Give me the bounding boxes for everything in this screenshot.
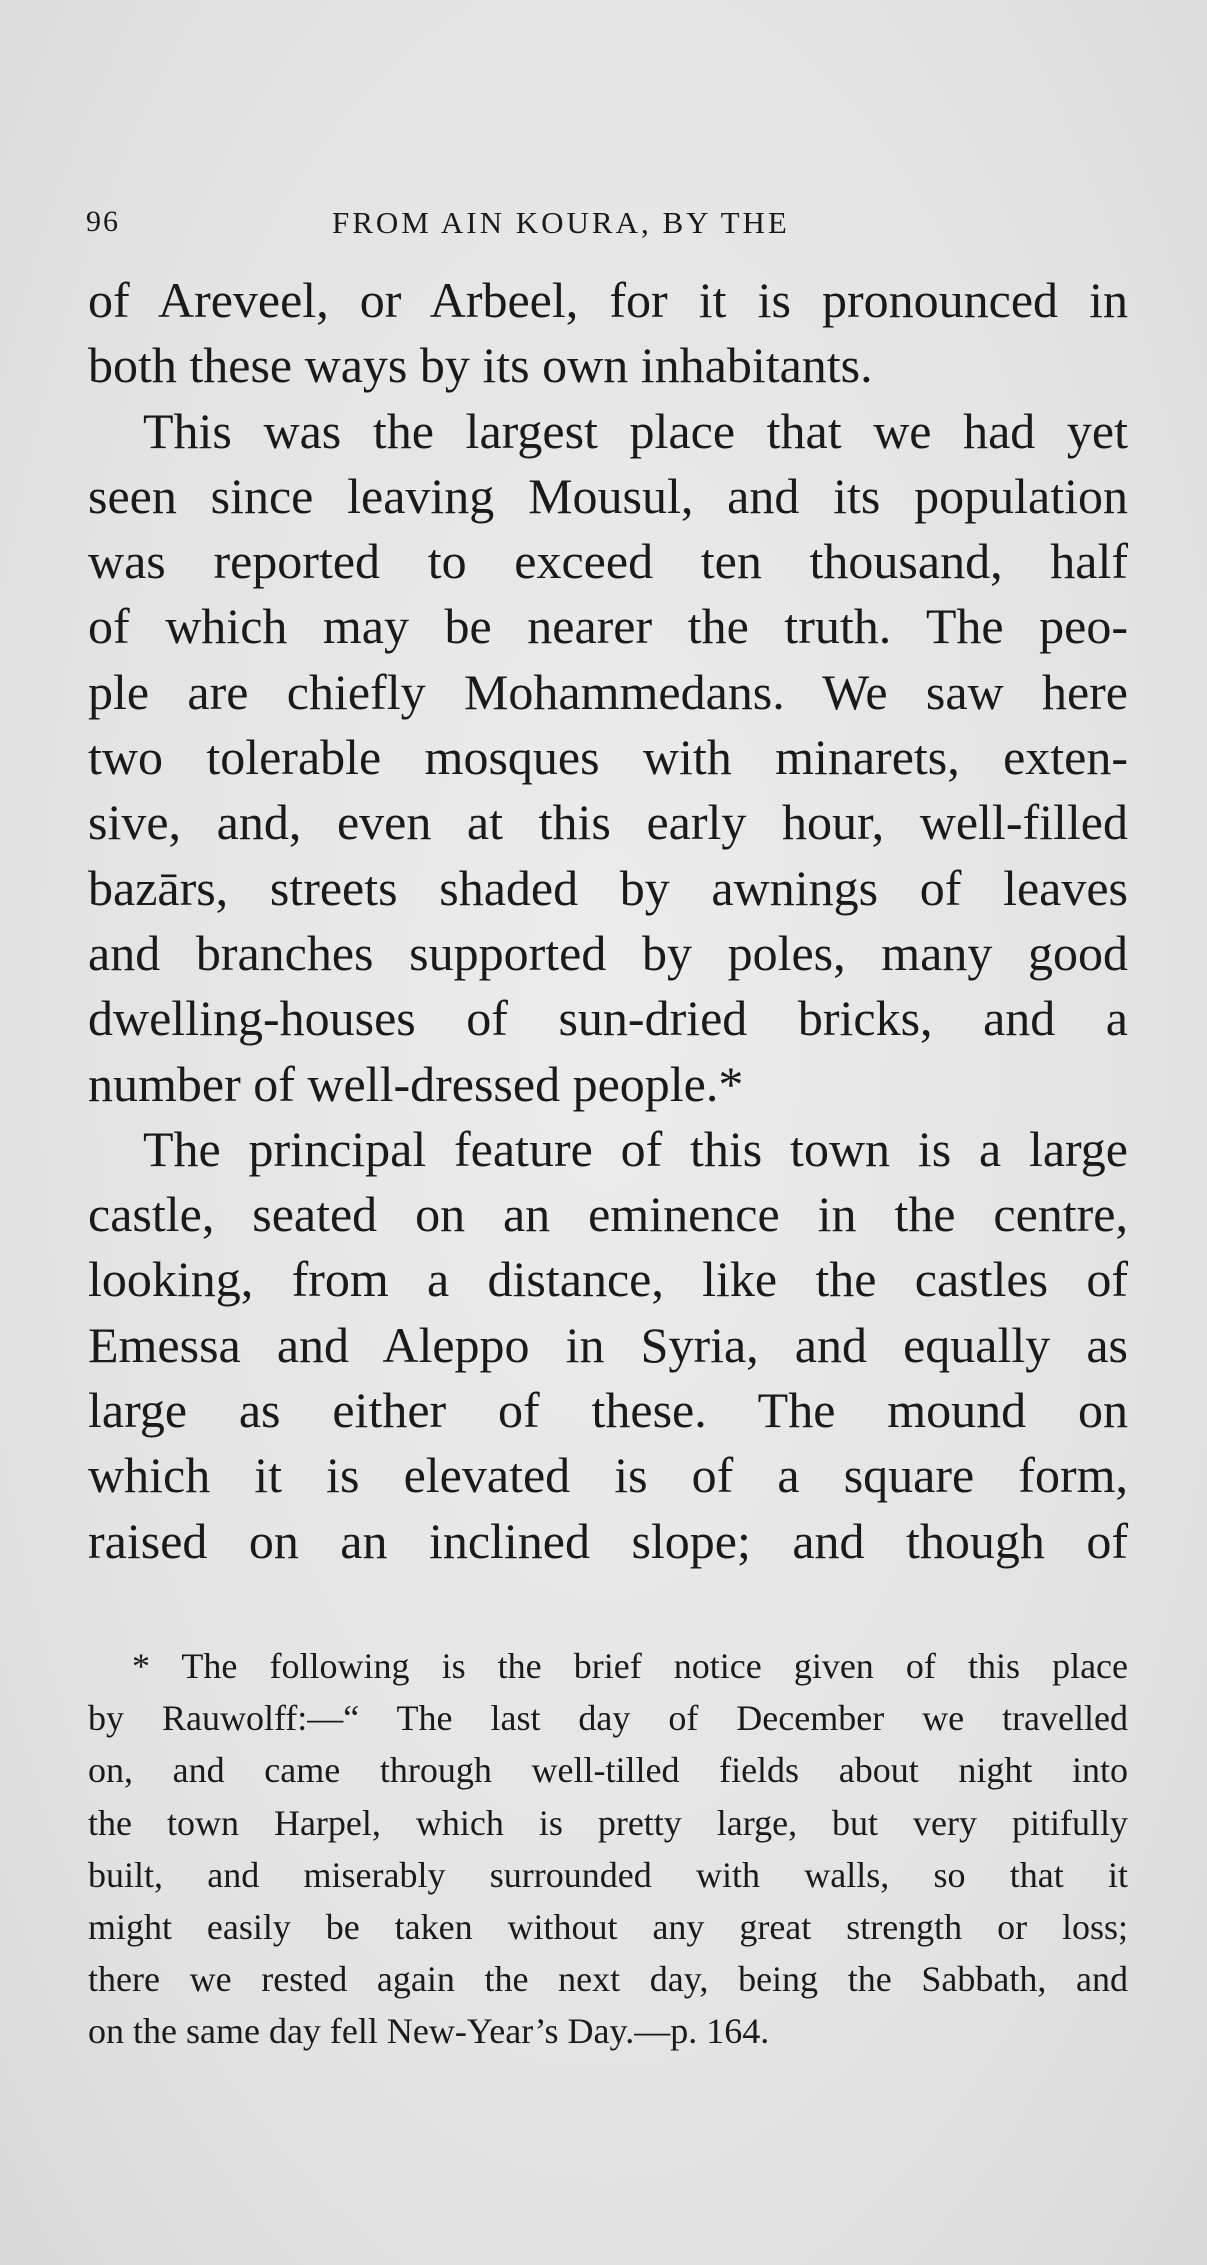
body-line: sive, and, even at this early hour, well-filled (88, 794, 1128, 851)
body-line: of Areveel, or Arbeel, for it is pronounced in (88, 272, 1128, 328)
body-line: two tolerable mosques with minarets, exten- (88, 729, 1128, 786)
body-line: castle, seated on an eminence in the centre, (88, 1186, 1128, 1243)
footnote-line: by Rauwolff:—“ The last day of December we travelled (88, 1698, 1128, 1739)
body-line: both these ways by its own inhabitants. (88, 337, 873, 394)
footnote-line: there we rested again the next day, being the Sabbath, and (88, 1959, 1128, 2000)
footnote-line: on the same day fell New-Year’s Day.—p. 164. (88, 2011, 770, 2052)
body-line: bazārs, streets shaded by awnings of leaves (88, 859, 1128, 916)
paragraph-start-line: This was the largest place that we had yet (143, 402, 1128, 459)
body-line: number of well-dressed people.* (88, 1055, 744, 1112)
body-line: Emessa and Aleppo in Syria, and equally as (88, 1316, 1128, 1373)
body-text (88, 268, 1128, 1574)
paragraph-start-line: The principal feature of this town is a large (143, 1120, 1128, 1177)
body-line: seen since leaving Mousul, and its population (88, 467, 1128, 524)
footnote-line: built, and miserably surrounded with walls, so that it (88, 1854, 1128, 1895)
body-line: which it is elevated is of a square form, (88, 1447, 1128, 1504)
footnote-line: on, and came through well-tilled fields about night into (88, 1750, 1128, 1791)
body-line: of which may be nearer the truth. The peo- (88, 598, 1128, 655)
footnote-line: might easily be taken without any great strength or loss; (88, 1906, 1128, 1947)
body-line: was reported to exceed ten thousand, half (88, 533, 1128, 590)
page-number: 96 (86, 205, 120, 238)
footnote-line: * The following is the brief notice given of this place (132, 1646, 1128, 1686)
body-line: raised on an inclined slope; and though of (88, 1512, 1128, 1569)
footnote (88, 1640, 1128, 2058)
running-head: FROM AIN KOURA, BY THE (332, 205, 790, 240)
body-line: dwelling-houses of sun-dried bricks, and a (88, 990, 1128, 1047)
body-line: large as either of these. The mound on (88, 1382, 1128, 1439)
page-header (86, 205, 1126, 245)
body-line: looking, from a distance, like the castles of (88, 1251, 1128, 1308)
footnote-line: the town Harpel, which is pretty large, but very pitifully (88, 1802, 1128, 1843)
body-line: and branches supported by poles, many good (88, 924, 1128, 981)
body-line: ple are chiefly Mohammedans. We saw here (88, 663, 1128, 720)
